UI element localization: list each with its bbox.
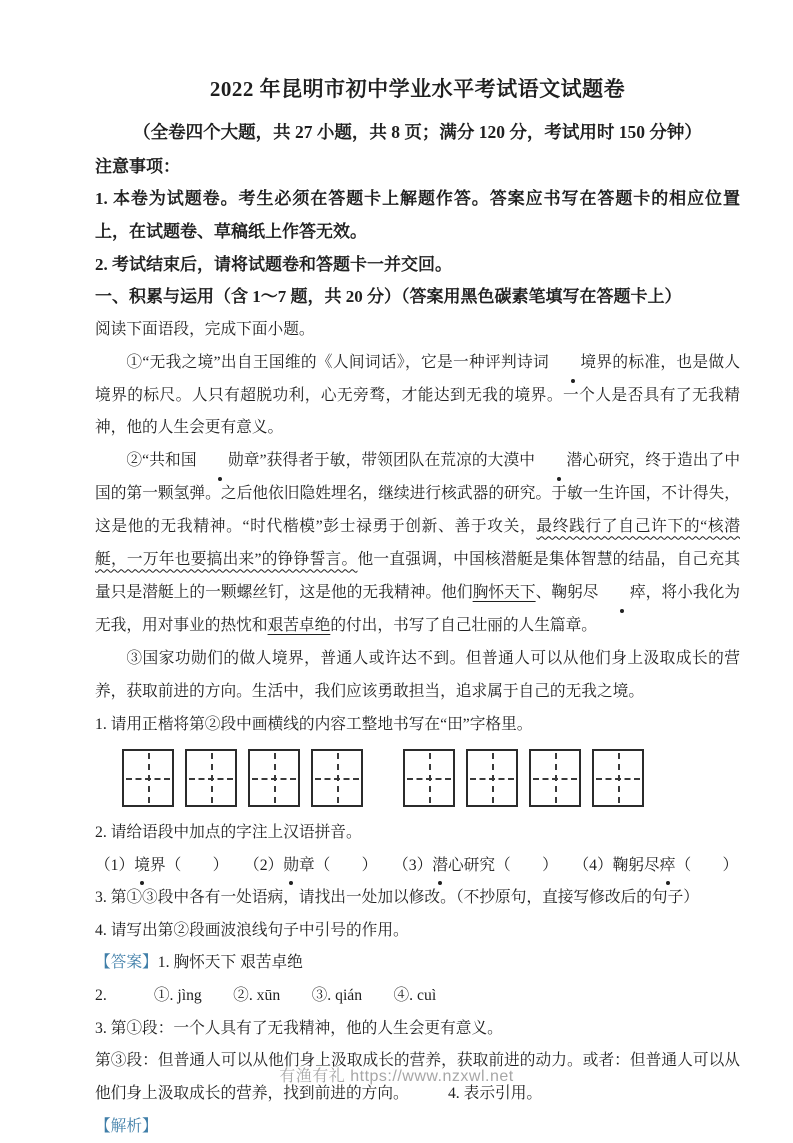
tianzige-cell <box>122 749 174 807</box>
text-run: （1） <box>95 856 135 874</box>
notice-item-2: 2. 考试结束后，请将试题卷和答题卡一并交回。 <box>95 254 452 274</box>
text-run: 心研究（ ） （4）鞠躬尽 <box>447 856 660 874</box>
text-run: 章（ ） （3） <box>298 856 433 874</box>
dotted-character: 境 <box>134 850 150 883</box>
text-run: 他一直强调，中国核潜艇是集体智慧的结晶，自己充其量只是潜艇上的一颗螺丝钉，这是他的无我精神。他们 <box>95 551 741 602</box>
tianzige-horizontal-dashed-line <box>189 778 233 780</box>
wavy-underlined-sentence: 最终践行了自己许下的“核潜艇，一万年也要搞出来”的铮铮誓言。 <box>95 518 740 569</box>
question-4: 4. 请写出第②段画波浪线句子中引号的作用。 <box>95 921 409 939</box>
tianzige-horizontal-dashed-line <box>470 778 514 780</box>
answer-label: 【答案】 <box>95 954 158 972</box>
tianzige-cell <box>311 749 363 807</box>
passage-paragraph-3 <box>95 643 740 709</box>
analysis-line <box>95 1111 740 1143</box>
question-2: 2. 请给语段中加点的字注上汉语拼音。 <box>95 823 362 841</box>
passage-paragraph-1 <box>95 347 740 446</box>
dotted-character: 境 <box>549 347 596 380</box>
tianzige-cell <box>403 749 455 807</box>
tianzige-cell <box>248 749 300 807</box>
tianzige-cell <box>529 749 581 807</box>
question-2-blanks <box>95 850 740 883</box>
tianzige-cell <box>592 749 644 807</box>
text-run: ，将小我化为无我，用对事业的热忱和 <box>95 584 741 635</box>
text-run: 心研究，终于造出了中国的第一颗氢弹。之后他依旧隐姓埋名，继续进行核武器的研究。于敏一生许国，不计得失，这是他的无我精神。“时代楷模”彭士禄勇于创新、善于攻关， <box>95 452 741 536</box>
text-run: 界（ ） （2） <box>149 856 284 874</box>
answer-2-text: 2. ①. jìng ②. xūn ③. qián ④. cuì <box>95 987 437 1005</box>
underlined-phrase: 艰苦卓绝 <box>267 617 331 635</box>
section-1-heading: 一、积累与运用（含 1～7 题，共 20 分）（答案用黑色碳素笔填写在答题卡上） <box>95 287 682 307</box>
question-3: 3. 第①③段中各有一处语病，请找出一处加以修改。（不抄原句，直接写修改后的句子） <box>95 889 699 907</box>
dotted-character: 瘁 <box>660 850 676 883</box>
tianzige-horizontal-dashed-line <box>252 778 296 780</box>
footer-watermark: 有渔有礼 https://www.nzxwl.net <box>279 1068 514 1085</box>
text-run: 界的标准，也是做人境界的标尺。人只有超脱功利，心无旁骛，才能达到无我的境界。一个人是否具有了无我精神，他的人生会更有意义。 <box>95 353 741 437</box>
dotted-character: 潜 <box>432 850 448 883</box>
page-footer <box>0 1063 793 1086</box>
tianzige-grid <box>122 749 740 807</box>
tianzige-horizontal-dashed-line <box>315 778 359 780</box>
text-run: ②“共和国 <box>126 452 197 470</box>
tianzige-horizontal-dashed-line <box>126 778 170 780</box>
text-run: 章”获得者于敏，带领团队在荒凉的大漠中 <box>243 452 536 470</box>
tianzige-cell <box>466 749 518 807</box>
passage-paragraph-2 <box>95 445 740 643</box>
answer-line-1 <box>95 947 740 980</box>
analysis-label: 【解析】 <box>95 1117 158 1135</box>
reading-passage <box>95 347 740 710</box>
answer-section <box>95 947 740 1143</box>
text-run: ①“无我之境”出自王国维的《人间词话》，它是一种评判诗词 <box>126 353 549 371</box>
notice-item-1: 1. 本卷为试题卷。考生必须在答题卡上解题作答。答案应书写在答题卡的相应位置上，在试题卷、草稿纸上作答无效。 <box>95 189 740 241</box>
text-run: 的付出，书写了自己壮丽的人生篇章。 <box>330 617 597 635</box>
notices-heading: 注意事项： <box>95 156 180 176</box>
answer-1-text: 1. 胸怀天下 艰苦卓绝 <box>157 954 303 972</box>
dotted-character: 瘁 <box>599 577 646 610</box>
passage-intro: 阅读下面语段，完成下面小题。 <box>95 320 315 338</box>
text-run: 、鞠躬尽 <box>535 584 599 602</box>
document-title: 2022 年昆明市初中学业水平考试语文试题卷 <box>209 77 626 101</box>
tianzige-horizontal-dashed-line <box>407 778 451 780</box>
tianzige-horizontal-dashed-line <box>533 778 577 780</box>
dotted-character: 勋 <box>283 850 299 883</box>
document-subtitle: （全卷四个大题，共 27 小题，共 8 页；满分 120 分，考试用时 150 分钟） <box>133 121 702 142</box>
tianzige-cell <box>185 749 237 807</box>
question-1: 1. 请用正楷将第②段中画横线的内容工整地书写在“田”字格里。 <box>95 716 533 734</box>
answer-3-text-part2: 第③段：但普通人可以从他们身上汲取成长的营养，获取前进的动力。或者：但普通人可以从他们身上汲取成长的营养，找到前进的方向。 4. 表示引用。 <box>95 1052 740 1103</box>
underlined-phrase: 胸怀天下 <box>472 584 536 602</box>
tianzige-horizontal-dashed-line <box>596 778 640 780</box>
dotted-character: 潜 <box>535 445 582 478</box>
text-run: （ ） <box>675 856 739 874</box>
dotted-character: 勋 <box>197 445 244 478</box>
answer-3-text-part1: 3. 第①段：一个人具有了无我精神，他的人生会更有意义。 <box>95 1019 503 1037</box>
text-run: ③国家功勋们的做人境界，普通人或许达不到。但普通人可以从他们身上汲取成长的营养，获取前进的方向。生活中，我们应该勇敢担当，追求属于自己的无我之境。 <box>95 650 740 701</box>
